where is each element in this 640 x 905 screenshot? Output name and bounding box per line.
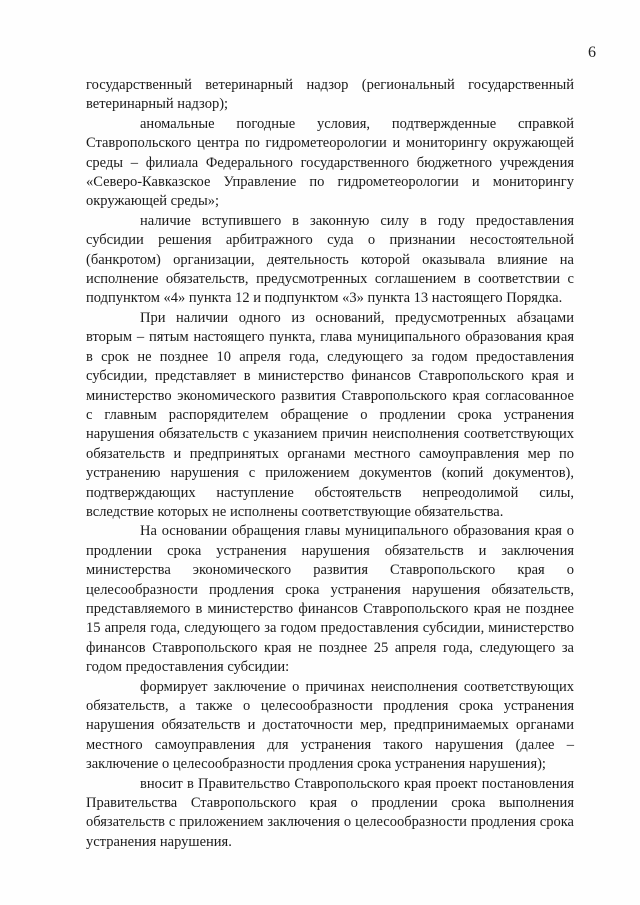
paragraph-weather-conditions: аномальные погодные условия, подтвержденные справкой Ставропольского центра по гидрометеорологии и мониторингу окружающей среды – филиала Федерального государственного бюджетного учреждения «Северо-Кавказское Управление по гидрометеорологии и мониторингу окружающей среды»; [86,115,574,210]
paragraph-bankruptcy-decision: наличие вступившего в законную силу в году предоставления субсидии решения арбитражного суда о признании несостоятельной (банкротом) организации, деятельность которой оказывала влияние на исполнение обязательств, предусмотренных соглашением в соответствии с подпунктом «4» пункта 12 и подпунктом «3» пункта 13 настоящего Порядка. [86,212,574,307]
paragraph-forms-conclusion: формирует заключение о причинах неисполнения соответствующих обязательств, а также о целесообразности продления срока устранения нарушения обязательств и достаточности мер, предпринимаемых органами местного самоуправления для устранения такого нарушения (далее – заключение о целесообразности продления срока устранения нарушения); [86,678,574,773]
page-number: 6 [588,44,596,61]
paragraph-ministry-basis: На основании обращения главы муниципального образования края о продлении срока устранения нарушения обязательств и заключения министерства экономического развития Ставропольского края о целесообразности продления срока устранения нарушения обязательств, представляемого в министерство финансов Ставропольского края не позднее 15 апреля года, следующего за годом предоставления субсидии, министерство финансов Ставропольского края не позднее 25 апреля года, следующего за годом предоставления субсидии: [86,523,574,676]
paragraph-veterinary-supervision: государственный ветеринарный надзор (региональный государственный ветеринарный надзор); [86,77,574,113]
document-body [86,76,574,852]
paragraph-extension-request: При наличии одного из оснований, предусмотренных абзацами вторым – пятым настоящего пункта, глава муниципального образования края в срок не позднее 10 апреля года, следующего за годом предоставления субсидии, представляет в министерство финансов Ставропольского края и министерство экономического развития Ставропольского края согласованное с главным распорядителем обращение о продлении срока устранения нарушения обязательств с указанием причин неисполнения соответствующих обязательств и предпринятых органами местного самоуправления мер по устранению нарушения с приложением документов (копий документов), подтверждающих наступление обстоятельств непреодолимой силы, вследствие которых не исполнены соответствующие обязательства. [86,309,574,520]
paragraph-submits-draft: вносит в Правительство Ставропольского края проект постановления Правительства Ставропольского края о продлении срока выполнения обязательств с приложением заключения о целесообразности продления срока устранения нарушения. [86,775,574,850]
